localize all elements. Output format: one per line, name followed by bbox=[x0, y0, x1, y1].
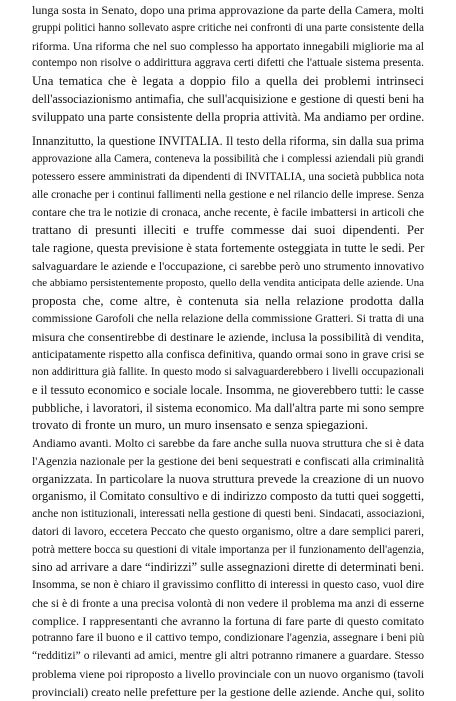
text-line: dell'associazionismo antimafia, che sull'acquisizione e gestione di questi beni ha bbox=[32, 91, 424, 109]
text-line: riforma. Una riforma che nel suo complesso ha apportato innegabili migliorie ma al bbox=[32, 38, 424, 56]
text-line: trattano di presunti illeciti e truffe commesse dai suoi dipendenti. Per bbox=[32, 222, 424, 240]
text-line: datori di lavoro, eccetera Peccato che questo organismo, oltre a dare semplici pareri, bbox=[32, 524, 424, 542]
text-line: proposta che, come altre, è contenuta sia nella relazione prodotta dalla bbox=[32, 293, 424, 311]
text-line: l'Agenzia nazionale per la gestione dei beni sequestrati e confiscati alla criminalità bbox=[32, 453, 424, 471]
text-line: “redditizi” o rilevanti ad amici, mentre gli altri potranno rimanere a guardare. Stesso bbox=[32, 648, 424, 666]
paragraph-riforma bbox=[32, 2, 424, 126]
text-line: problema viene poi riproposto a livello provinciale con un nuovo organismo (tavoli bbox=[32, 666, 424, 684]
text-line: potranno fare il buono e il cattivo tempo, condizionare l'agenzia, assegnare i beni più bbox=[32, 630, 424, 648]
paragraph-invitalia bbox=[32, 133, 424, 435]
text-line: misura che consentirebbe di destinare le aziende, inclusa la possibilità di vendita, bbox=[32, 329, 424, 347]
text-line: gruppi politici hanno sollevato aspre critiche nei confronti di una parte consistente della bbox=[32, 20, 424, 38]
text-line: Una tematica che è legata a doppio filo a quella dei problemi intrinseci bbox=[32, 73, 424, 91]
paragraph-spacer bbox=[32, 126, 424, 133]
text-line: non addirittura già fallite. In questo modo si salvaguarderebbero i livelli occupazionali bbox=[32, 364, 424, 382]
text-line: lunga sosta in Senato, dopo una prima approvazione da parte della Camera, molti bbox=[32, 2, 424, 20]
text-line: salvaguardare le aziende e l'occupazione, ci sarebbe però uno strumento innovativo bbox=[32, 258, 424, 276]
text-line: Insomma, se non è chiaro il gravissimo conflitto di interessi in questo caso, vuol dire bbox=[32, 577, 424, 595]
text-line: trovato di fronte un muro, un muro insensato e senza spiegazioni. bbox=[32, 417, 424, 435]
text-line: tale ragione, questa previsione è stata fortemente osteggiata in tutte le sedi. Per bbox=[32, 240, 424, 258]
text-line: organismo, il Comitato consultivo e di indirizzo composto da tutti quei soggetti, bbox=[32, 488, 424, 506]
text-line: contare che tra le notizie di cronaca, anche recente, è facile imbattersi in articoli che bbox=[32, 204, 424, 222]
text-line: e il tessuto economico e sociale locale. Insomma, ne gioverebbero tutti: le casse bbox=[32, 382, 424, 400]
text-line: pubbliche, i lavoratori, il sistema economico. Ma dall'altra parte mi sono sempre bbox=[32, 400, 424, 418]
text-line: che si è di fronte a una precisa volontà di non vedere il problema ma anzi di esserne bbox=[32, 595, 424, 613]
text-line: commissione Garofoli che nella relazione della commissione Gratteri. Si tratta di una bbox=[32, 311, 424, 329]
text-line: sviluppato una parte consistente della propria attività. Ma andiamo per ordine. bbox=[32, 109, 424, 127]
text-line: sino ad arrivare a dare “indirizzi” sulle assegnazioni dirette di determinati beni. bbox=[32, 559, 424, 577]
text-line: provinciali) creato nelle prefetture per la gestione delle aziende. Anche qui, solito bbox=[32, 684, 424, 701]
text-line: che abbiamo persistentemente proposto, quello della vendita anticipata delle aziende. Una bbox=[32, 275, 424, 293]
text-line: anche non istituzionali, interessati nella gestione di questi beni. Sindacati, associazioni, bbox=[32, 506, 424, 524]
text-line: organizzata. In particolare la nuova struttura prevede la creazione di un nuovo bbox=[32, 471, 424, 489]
text-line: complice. I rappresentanti che avranno la fortuna di fare parte di questo comitato bbox=[32, 613, 424, 631]
text-line: anticipatamente rispetto alla confisca definitiva, quando ormai sono in grave crisi se bbox=[32, 346, 424, 364]
text-line: Andiamo avanti. Molto ci sarebbe da fare anche sulla nuova struttura che si è data bbox=[32, 435, 424, 453]
text-line: potrà mettere bocca su questioni di vitale importanza per il funzionamento dell'agenzia, bbox=[32, 542, 424, 560]
text-line: contempo non risolve o addirittura aggrava certi difetti che l'attuale sistema presenta. bbox=[32, 55, 424, 73]
text-line: approvazione alla Camera, conteneva la possibilità che i complessi aziendali più grandi bbox=[32, 151, 424, 169]
text-line: alle cronache per i continui fallimenti nella gestione e nel rilancio delle imprese. Senza bbox=[32, 187, 424, 205]
text-line: Innanzitutto, la questione INVITALIA. Il testo della riforma, sin dalla sua prima bbox=[32, 133, 424, 151]
text-line: potessero essere amministrati da dipendenti di INVITALIA, una società pubblica nota bbox=[32, 169, 424, 187]
paragraph-agenzia bbox=[32, 435, 424, 701]
